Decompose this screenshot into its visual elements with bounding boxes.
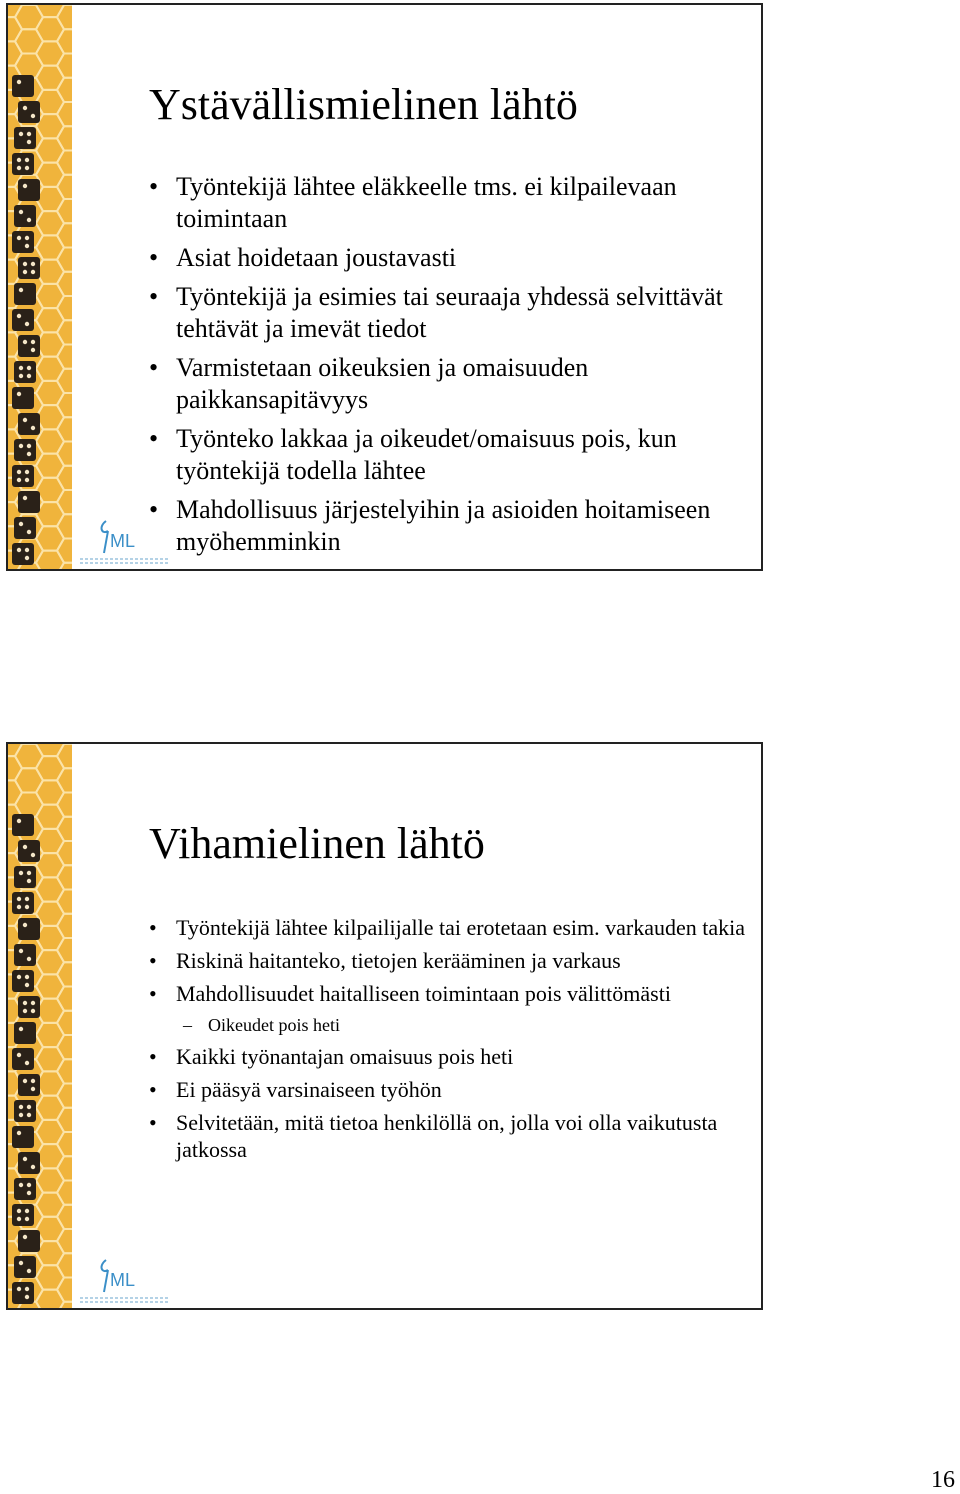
logo-mark [78, 1256, 178, 1306]
bullet-item: • Ei pääsyä varsinaiseen työhön [149, 1076, 749, 1103]
bullet-item: • Työntekijä lähtee eläkkeelle tms. ei kilpailevaan toimintaan [149, 171, 749, 235]
honeycomb-strip [8, 744, 72, 1308]
honeycomb-pattern [8, 5, 72, 569]
logo-mark [78, 517, 178, 567]
slide-1 [6, 3, 763, 571]
bullet-item: • Selvitetään, mitä tietoa henkilöllä on, jolla voi olla vaikutusta jatkossa [149, 1109, 749, 1163]
bullet-list [149, 914, 749, 1169]
svg-text:ML: ML [110, 1270, 136, 1290]
svg-text:ML: ML [110, 531, 136, 551]
ttl-logo [78, 517, 178, 567]
bullet-item: • Mahdollisuus järjestelyihin ja asioiden hoitamiseen myöhemminkin [149, 494, 749, 558]
honeycomb-strip [8, 5, 72, 569]
bullet-item: • Työntekijä lähtee kilpailijalle tai erotetaan esim. varkauden takia [149, 914, 749, 941]
bullet-item: • Kaikki työnantajan omaisuus pois heti [149, 1043, 749, 1070]
slide-title: Vihamielinen lähtö [149, 819, 485, 868]
bullet-item: • Työntekijä ja esimies tai seuraaja yhdessä selvittävät tehtävät ja imevät tiedot [149, 281, 749, 345]
slide-title: Ystävällismielinen lähtö [149, 80, 578, 129]
sub-bullet-item: – Oikeudet pois heti [149, 1013, 749, 1037]
honeycomb-pattern [8, 744, 72, 1308]
ttl-logo [78, 1256, 178, 1306]
page-number: 16 [931, 1467, 955, 1493]
bullet-item: • Varmistetaan oikeuksien ja omaisuuden paikkansapitävyys [149, 352, 749, 416]
bullet-item: • Riskinä haitanteko, tietojen kerääminen ja varkaus [149, 947, 749, 974]
bullet-list [149, 171, 749, 565]
bullet-item: • Mahdollisuudet haitalliseen toimintaan pois välittömästi [149, 980, 749, 1007]
bullet-item: • Asiat hoidetaan joustavasti [149, 242, 749, 274]
slide-2 [6, 742, 763, 1310]
bullet-item: • Työnteko lakkaa ja oikeudet/omaisuus pois, kun työntekijä todella lähtee [149, 423, 749, 487]
